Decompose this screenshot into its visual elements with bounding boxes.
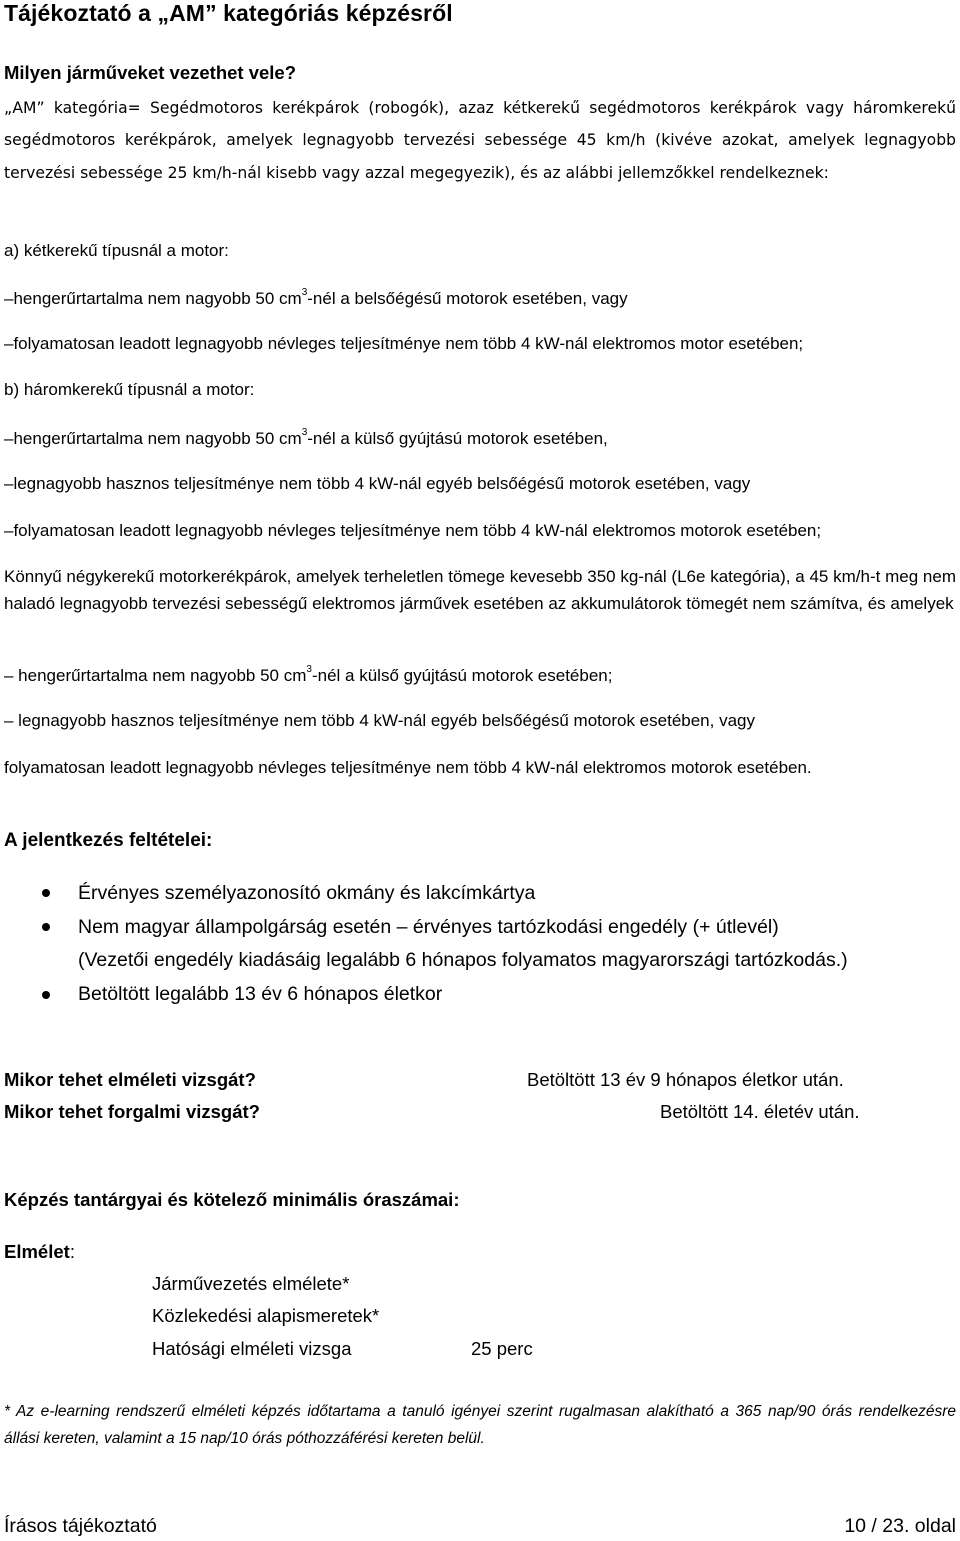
page-title: Tájékoztató a „AM” kategóriás képzésről [4,0,453,26]
requirement-sub-note: (Vezetői engedély kiadásáig legalább 6 hónapos folyamatos magyarországi tartózkodás.) [78,949,848,971]
footer-left: Írásos tájékoztató [4,1515,157,1537]
subject-item: Hatósági elméleti vizsga [152,1338,352,1359]
quadricycle-line-1 [4,664,612,686]
bullet-icon [42,889,50,897]
theory-exam-answer: Betöltött 13 év 9 hónapos életkor után. [527,1069,844,1090]
three-wheel-line-3: –folyamatosan leadott legnagyobb névleges teljesítménye nem több 4 kW-nál elektromos motorok esetében; [4,521,822,540]
two-wheel-label: a) kétkerekű típusnál a motor: [4,241,229,260]
theory-label-colon: : [69,1241,75,1262]
three-wheel-line-1-suffix: -nél a külső gyújtású motorok esetében, [307,429,608,448]
traffic-exam-question: Mikor tehet forgalmi vizsgát? [4,1101,260,1122]
bullet-icon [42,991,50,999]
two-wheel-line-1 [4,287,628,309]
requirement-item: Betöltött legalább 13 év 6 hónapos életkor [78,983,443,1005]
superscript: 3 [306,664,312,675]
quadricycle-line-2: – legnagyobb hasznos teljesítménye nem több 4 kW-nál egyéb belsőégésű motorok esetében, vagy [4,711,755,730]
am-definition: „AM” kategória= Segédmotoros kerékpárok (robogók), azaz kétkerekű segédmotoros kerékpárok vagy háromkerekű segédmotoros kerékpárok, amelyek legnagyobb tervezési sebessége 45 km/h (kivéve azokat, amelyek legnagyobb tervezési sebessége 25 km/h-nál kisebb vagy azzal megegyezik), és az alábbi jellemzőkkel rendelkeznek: [4,99,956,182]
requirement-item: Érvényes személyazonosító okmány és lakcímkártya [78,882,536,904]
superscript: 3 [301,427,308,438]
requirement-item: Nem magyar állampolgárság esetén – érvényes tartózkodási engedély (+ útlevél) [78,916,779,938]
quadricycle-line-3: folyamatosan leadott legnagyobb névleges teljesítménye nem több 4 kW-nál elektromos motorok esetében. [4,758,812,777]
two-wheel-line-1-suffix: -nél a belsőégésű motorok esetében, vagy [307,289,628,308]
quadricycle-text: Könnyű négykerekű motorkerékpárok, amelyek terheletlen tömege kevesebb 350 kg-nál (L6e kategória), a 45 km/h-t meg nem haladó legnagyobb tervezési sebességű elektromos járművek esetében az akkumulátorok tömegét nem számítva, és amelyek [4,567,956,613]
two-wheel-line-2: –folyamatosan leadott legnagyobb névleges teljesítménye nem több 4 kW-nál elektromos motor esetében; [4,334,804,353]
traffic-exam-answer: Betöltött 14. életév után. [660,1101,860,1122]
theory-label-text: Elmélet [4,1241,70,1262]
subject-duration: 25 perc [471,1338,533,1359]
footnote: * Az e-learning rendszerű elméleti képzés időtartama a tanuló igényei szerint rugalmasan alakítható a 365 nap/90 órás rendelkezésre állási kereten, valamint a 15 nap/10 órás póthozzáférési kereten belül. [4,1403,956,1447]
subject-item: Közlekedési alapismeretek* [152,1305,380,1326]
requirements-heading: A jelentkezés feltételei: [4,830,213,851]
superscript: 3 [301,287,308,298]
subject-item: Járművezetés elmélete* [152,1273,350,1294]
two-wheel-line-1-text: –hengerűrtartalma nem nagyobb 50 cm [4,289,302,308]
theory-exam-question: Mikor tehet elméleti vizsgát? [4,1069,256,1090]
bullet-icon [42,923,50,931]
quadricycle-line-1-suffix: -nél a külső gyújtású motorok esetében; [311,666,613,685]
subjects-heading: Képzés tantárgyai és kötelező minimális óraszámai: [4,1189,460,1210]
three-wheel-line-2: –legnagyobb hasznos teljesítménye nem több 4 kW-nál egyéb belsőégésű motorok esetében, vagy [4,474,751,493]
theory-label [4,1241,75,1263]
page-number: 10 / 23. oldal [844,1515,956,1537]
three-wheel-label: b) háromkerekű típusnál a motor: [4,380,255,399]
three-wheel-line-1 [4,427,608,449]
vehicles-heading: Milyen járműveket vezethet vele? [4,62,297,83]
quadricycle-line-1-text: – hengerűrtartalma nem nagyobb 50 cm [4,666,307,685]
three-wheel-line-1-text: –hengerűrtartalma nem nagyobb 50 cm [4,429,302,448]
